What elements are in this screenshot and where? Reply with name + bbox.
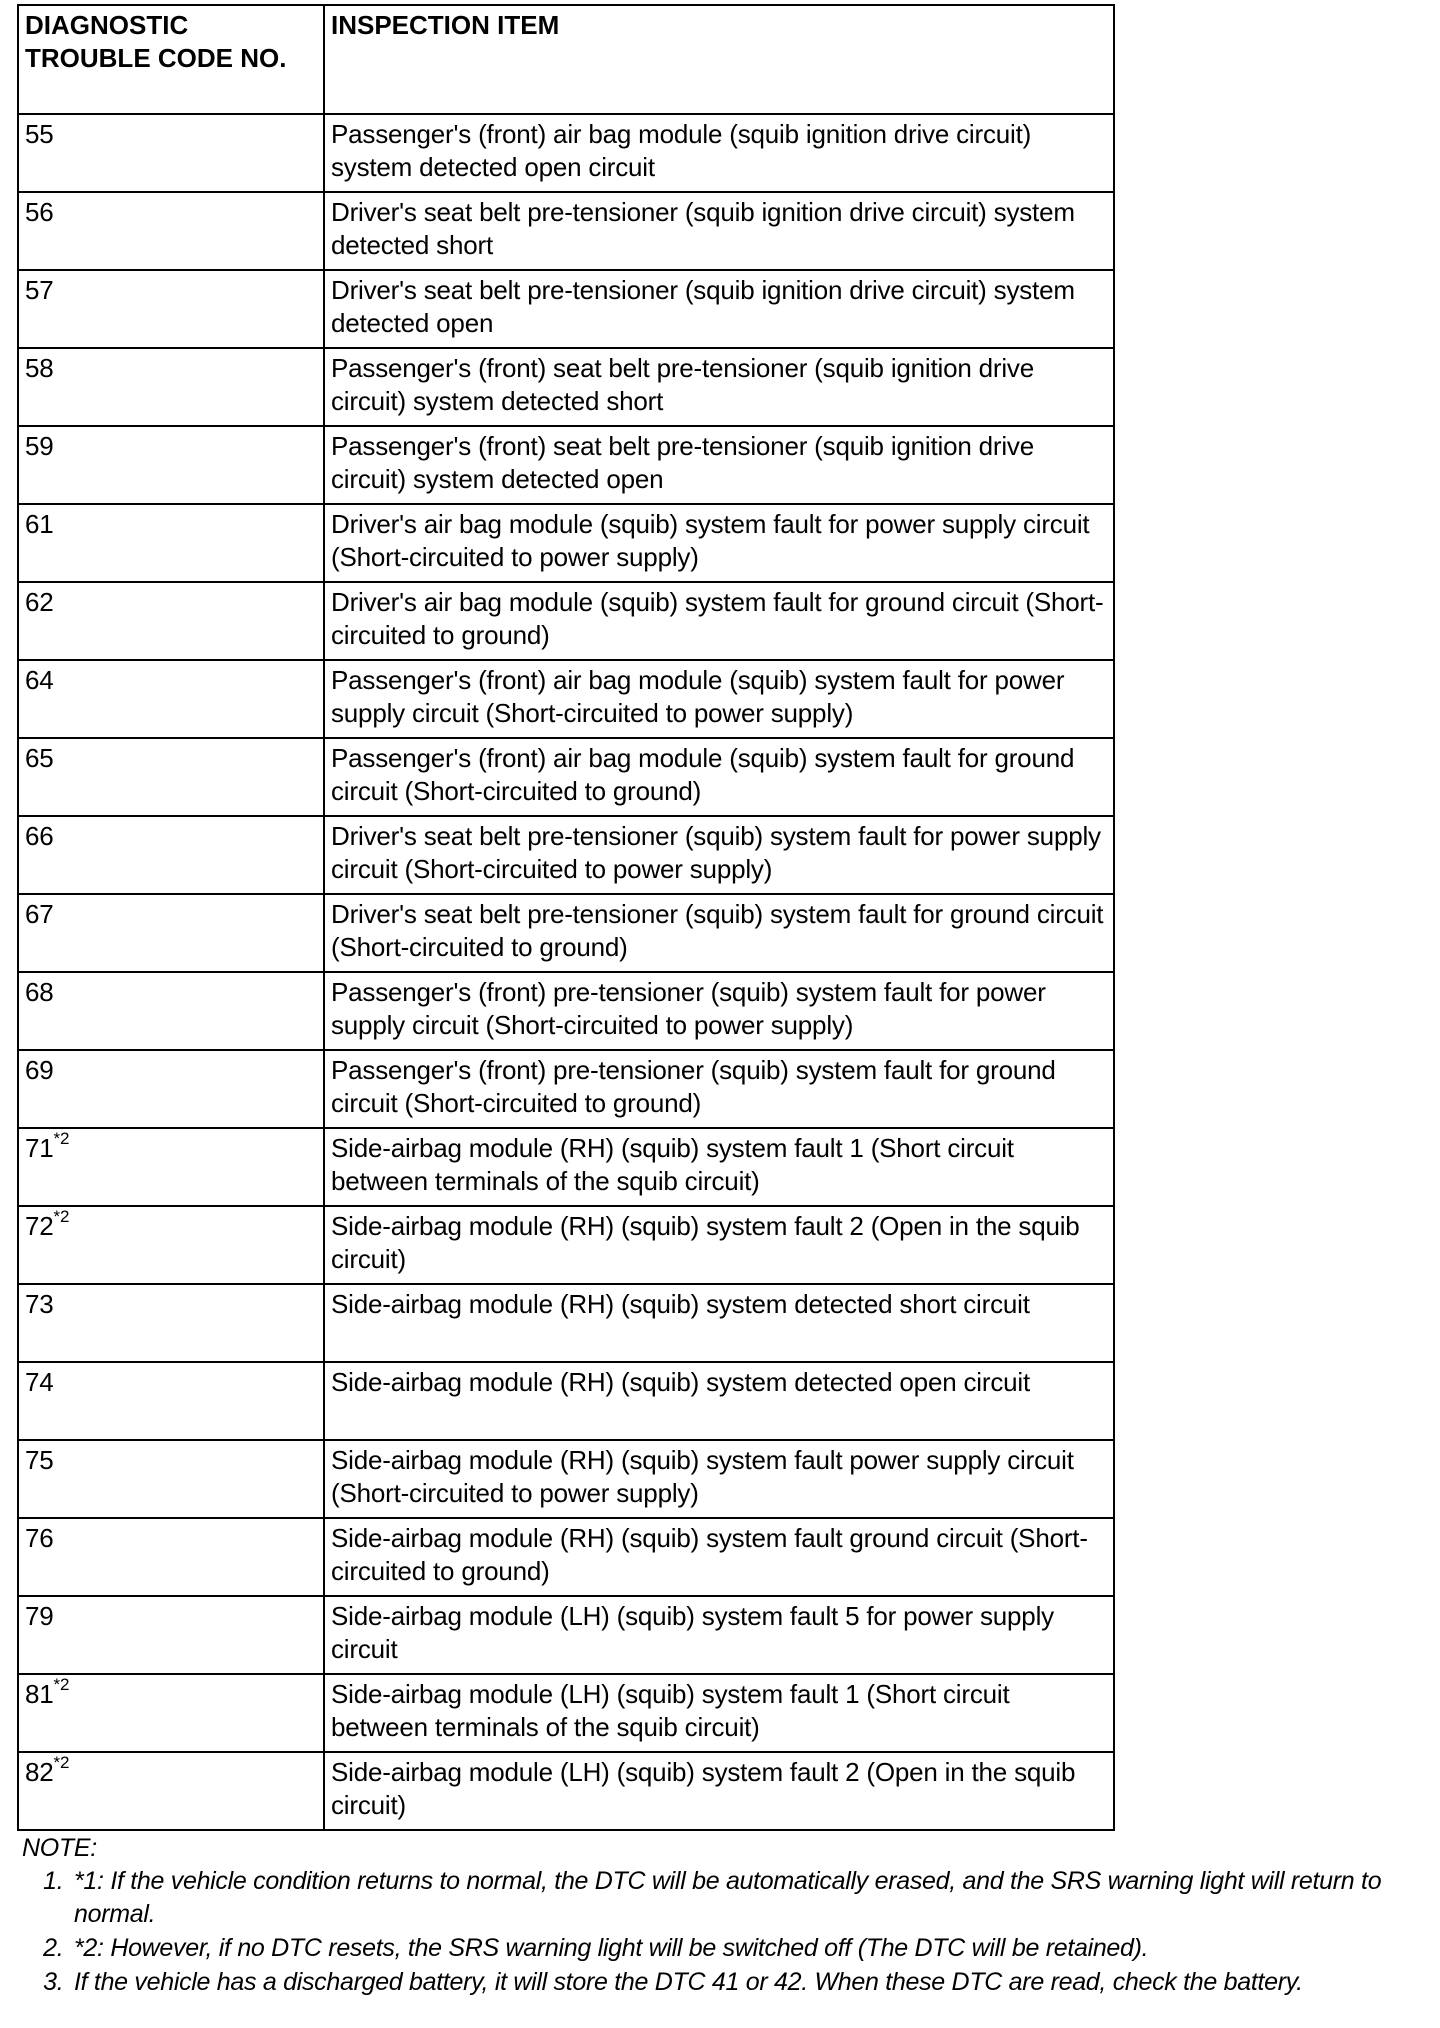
table-row bbox=[18, 1362, 1114, 1440]
dtc-code-cell bbox=[18, 1596, 324, 1674]
dtc-code-cell bbox=[18, 1362, 324, 1440]
dtc-code: 68 bbox=[25, 977, 54, 1007]
dtc-code: 73 bbox=[25, 1289, 54, 1319]
dtc-code-cell bbox=[18, 1206, 324, 1284]
dtc-code-cell bbox=[18, 1050, 324, 1128]
dtc-code-cell bbox=[18, 894, 324, 972]
dtc-code: 58 bbox=[25, 353, 54, 383]
dtc-code-cell bbox=[18, 270, 324, 348]
table-row bbox=[18, 348, 1114, 426]
notes-title: NOTE: bbox=[22, 1834, 97, 1862]
dtc-code: 67 bbox=[25, 899, 54, 929]
dtc-code: 59 bbox=[25, 431, 54, 461]
notes-section bbox=[22, 1832, 1422, 2000]
table-row bbox=[18, 1596, 1114, 1674]
inspection-item-cell: Passenger's (front) air bag module (squib) system fault for ground circuit (Short-circuited to ground) bbox=[324, 738, 1114, 816]
note-item: 1. *1: If the vehicle condition returns to normal, the DTC will be automatically erased, and the SRS warning light will return to normal. bbox=[70, 1865, 1422, 1931]
dtc-code: 79 bbox=[25, 1601, 54, 1631]
inspection-item-cell: Driver's air bag module (squib) system fault for power supply circuit (Short-circuited to power supply) bbox=[324, 504, 1114, 582]
footnote-marker: *2 bbox=[53, 1753, 70, 1773]
inspection-item-cell: Side-airbag module (RH) (squib) system fault 2 (Open in the squib circuit) bbox=[324, 1206, 1114, 1284]
table-row bbox=[18, 114, 1114, 192]
dtc-code-cell bbox=[18, 738, 324, 816]
dtc-code-cell bbox=[18, 972, 324, 1050]
dtc-code: 57 bbox=[25, 275, 54, 305]
inspection-item-cell: Driver's air bag module (squib) system fault for ground circuit (Short-circuited to ground) bbox=[324, 582, 1114, 660]
inspection-item-cell: Passenger's (front) air bag module (squib) system fault for power supply circuit (Short-circuited to power supply) bbox=[324, 660, 1114, 738]
table-body bbox=[18, 114, 1114, 1830]
table-row bbox=[18, 1518, 1114, 1596]
table-header-row bbox=[18, 5, 1114, 114]
table-row bbox=[18, 1674, 1114, 1752]
table-row bbox=[18, 582, 1114, 660]
dtc-code-cell bbox=[18, 1752, 324, 1830]
table-row bbox=[18, 270, 1114, 348]
table-row bbox=[18, 1206, 1114, 1284]
table-row bbox=[18, 816, 1114, 894]
table-row bbox=[18, 972, 1114, 1050]
table-row bbox=[18, 1050, 1114, 1128]
table-row bbox=[18, 1284, 1114, 1362]
table-row bbox=[18, 504, 1114, 582]
dtc-code: 62 bbox=[25, 587, 54, 617]
dtc-code: 76 bbox=[25, 1523, 54, 1553]
dtc-code: 69 bbox=[25, 1055, 54, 1085]
dtc-code: 55 bbox=[25, 119, 54, 149]
header-inspection-item: INSPECTION ITEM bbox=[324, 5, 1114, 114]
inspection-item-cell: Passenger's (front) seat belt pre-tensioner (squib ignition drive circuit) system detected short bbox=[324, 348, 1114, 426]
dtc-code: 66 bbox=[25, 821, 54, 851]
dtc-code: 81 bbox=[25, 1679, 54, 1709]
notes-list bbox=[22, 1865, 1422, 1999]
dtc-code: 82 bbox=[25, 1757, 54, 1787]
dtc-code-cell bbox=[18, 426, 324, 504]
footnote-marker: *2 bbox=[53, 1129, 70, 1149]
dtc-code: 56 bbox=[25, 197, 54, 227]
inspection-item-cell: Side-airbag module (LH) (squib) system fault 1 (Short circuit between terminals of the squib circuit) bbox=[324, 1674, 1114, 1752]
dtc-code: 64 bbox=[25, 665, 54, 695]
note-item: 2. *2: However, if no DTC resets, the SRS warning light will be switched off (The DTC will be retained). bbox=[70, 1932, 1422, 1965]
table-row bbox=[18, 426, 1114, 504]
inspection-item-cell: Side-airbag module (RH) (squib) system fault ground circuit (Short-circuited to ground) bbox=[324, 1518, 1114, 1596]
table-row bbox=[18, 738, 1114, 816]
table-row bbox=[18, 1440, 1114, 1518]
header-dtc-code: DIAGNOSTIC TROUBLE CODE NO. bbox=[18, 5, 324, 114]
dtc-code-cell bbox=[18, 582, 324, 660]
inspection-item-cell: Side-airbag module (RH) (squib) system fault power supply circuit (Short-circuited to power supply) bbox=[324, 1440, 1114, 1518]
dtc-code: 75 bbox=[25, 1445, 54, 1475]
dtc-code-cell bbox=[18, 348, 324, 426]
dtc-code: 61 bbox=[25, 509, 54, 539]
dtc-code-cell bbox=[18, 192, 324, 270]
footnote-marker: *2 bbox=[53, 1675, 70, 1695]
table-row bbox=[18, 660, 1114, 738]
inspection-item-cell: Passenger's (front) pre-tensioner (squib) system fault for power supply circuit (Short-circuited to power supply) bbox=[324, 972, 1114, 1050]
table-row bbox=[18, 1752, 1114, 1830]
dtc-code-cell bbox=[18, 1284, 324, 1362]
dtc-code-cell bbox=[18, 1440, 324, 1518]
table-row bbox=[18, 192, 1114, 270]
inspection-item-cell: Driver's seat belt pre-tensioner (squib ignition drive circuit) system detected short bbox=[324, 192, 1114, 270]
table-row bbox=[18, 1128, 1114, 1206]
inspection-item-cell: Driver's seat belt pre-tensioner (squib ignition drive circuit) system detected open bbox=[324, 270, 1114, 348]
dtc-code: 71 bbox=[25, 1133, 54, 1163]
inspection-item-cell: Side-airbag module (LH) (squib) system fault 2 (Open in the squib circuit) bbox=[324, 1752, 1114, 1830]
inspection-item-cell: Side-airbag module (RH) (squib) system detected open circuit bbox=[324, 1362, 1114, 1440]
dtc-code-cell bbox=[18, 504, 324, 582]
inspection-item-cell: Driver's seat belt pre-tensioner (squib) system fault for ground circuit (Short-circuited to ground) bbox=[324, 894, 1114, 972]
inspection-item-cell: Side-airbag module (RH) (squib) system detected short circuit bbox=[324, 1284, 1114, 1362]
dtc-code-cell bbox=[18, 660, 324, 738]
inspection-item-cell: Passenger's (front) pre-tensioner (squib) system fault for ground circuit (Short-circuited to ground) bbox=[324, 1050, 1114, 1128]
inspection-item-cell: Driver's seat belt pre-tensioner (squib) system fault for power supply circuit (Short-circuited to power supply) bbox=[324, 816, 1114, 894]
dtc-code-cell bbox=[18, 1674, 324, 1752]
dtc-code-cell bbox=[18, 1518, 324, 1596]
dtc-code: 65 bbox=[25, 743, 54, 773]
dtc-code: 74 bbox=[25, 1367, 54, 1397]
note-item: 3. If the vehicle has a discharged battery, it will store the DTC 41 or 42. When these DTC are read, check the battery. bbox=[70, 1966, 1422, 1999]
dtc-code-cell bbox=[18, 114, 324, 192]
inspection-item-cell: Passenger's (front) air bag module (squib ignition drive circuit) system detected open circuit bbox=[324, 114, 1114, 192]
inspection-item-cell: Side-airbag module (RH) (squib) system fault 1 (Short circuit between terminals of the squib circuit) bbox=[324, 1128, 1114, 1206]
inspection-item-cell: Passenger's (front) seat belt pre-tensioner (squib ignition drive circuit) system detected open bbox=[324, 426, 1114, 504]
footnote-marker: *2 bbox=[53, 1207, 70, 1227]
inspection-item-cell: Side-airbag module (LH) (squib) system fault 5 for power supply circuit bbox=[324, 1596, 1114, 1674]
dtc-table bbox=[17, 4, 1115, 1831]
dtc-code-cell bbox=[18, 816, 324, 894]
dtc-code-cell bbox=[18, 1128, 324, 1206]
table-row bbox=[18, 894, 1114, 972]
dtc-code: 72 bbox=[25, 1211, 54, 1241]
